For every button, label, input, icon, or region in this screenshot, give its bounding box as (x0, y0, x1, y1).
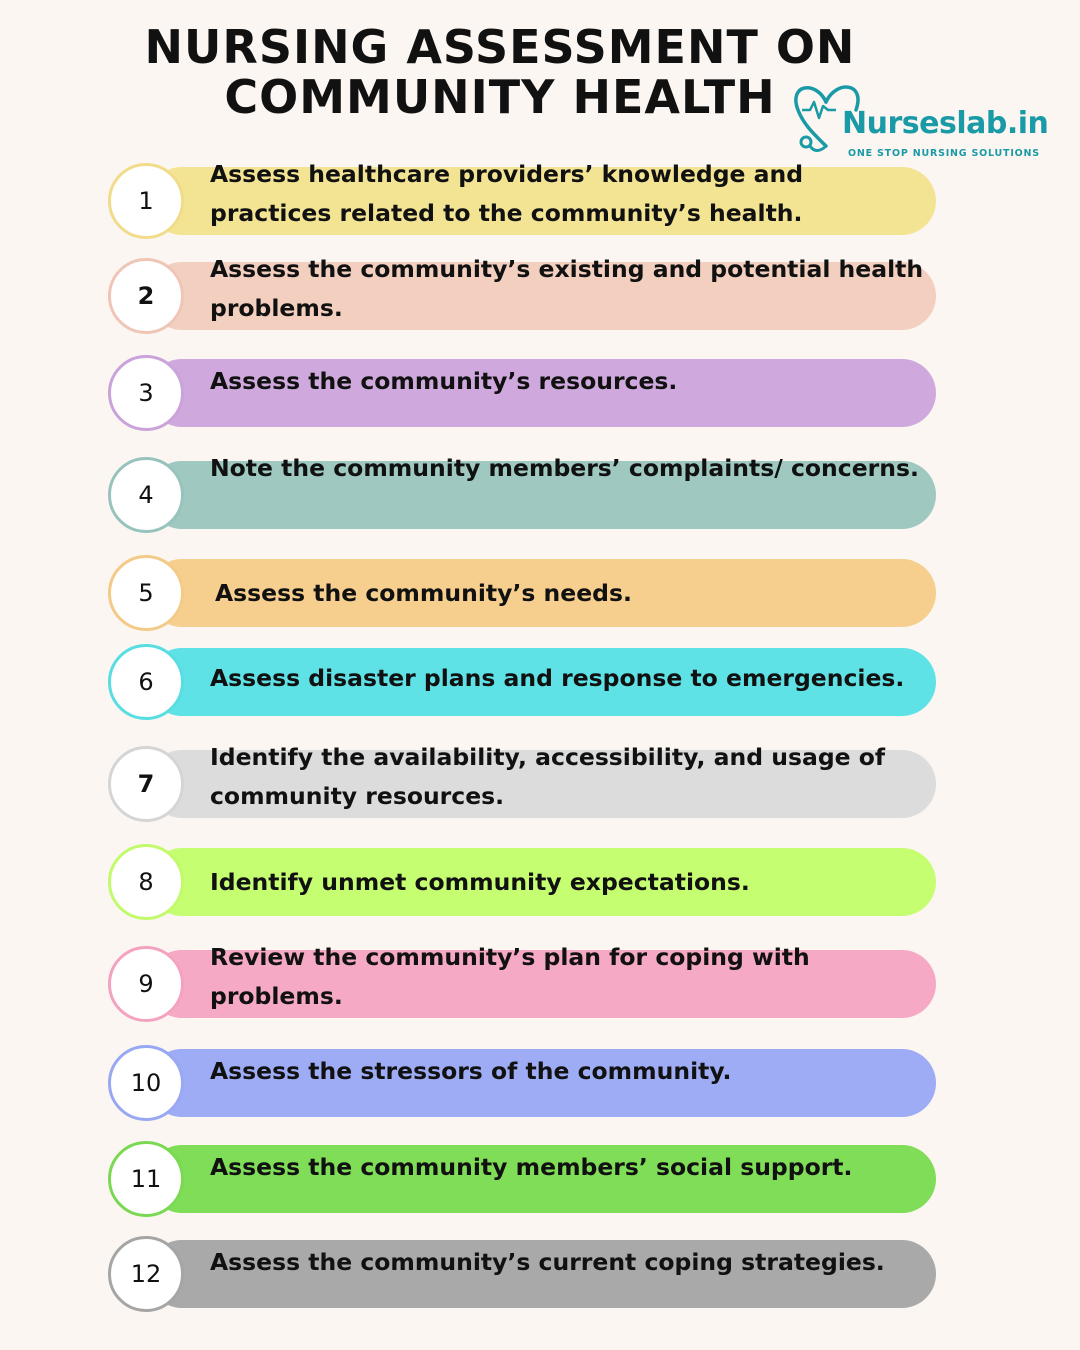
list-item (108, 943, 938, 1022)
list-item (108, 355, 938, 431)
item-text: Assess healthcare providers’ knowledge and practices related to the community’s health. (210, 160, 804, 227)
item-text: Assess the community’s existing and potential health problems. (210, 255, 924, 322)
list-item (108, 1045, 938, 1121)
item-text: Assess the community members’ social support. (210, 1153, 853, 1181)
item-text: Assess the community’s current coping strategies. (210, 1248, 885, 1276)
item-number: 3 (108, 355, 184, 431)
item-text: Identify unmet community expectations. (210, 867, 750, 896)
item-number: 5 (108, 555, 184, 631)
item-text: Assess the community’s resources. (210, 367, 678, 395)
list-item (108, 555, 938, 631)
list-item (108, 743, 938, 822)
list-item (108, 1141, 938, 1217)
item-text: Assess the community’s needs. (215, 578, 632, 607)
item-number: 9 (108, 946, 184, 1022)
item-number: 7 (108, 746, 184, 822)
list-item (108, 644, 938, 720)
title-line-1: NURSING ASSESSMENT ON (144, 20, 856, 74)
logo-name: Nurseslab.in (842, 106, 1049, 141)
item-text: Note the community members’ complaints/ concerns. (210, 454, 919, 482)
logo-tagline: ONE STOP NURSING SOLUTIONS (848, 148, 1040, 159)
list-item (108, 160, 938, 239)
item-text: Review the community’s plan for coping with problems. (210, 943, 810, 1010)
list-item (108, 255, 938, 334)
list-item (108, 454, 938, 533)
page-title (130, 22, 870, 122)
item-number: 11 (108, 1141, 184, 1217)
item-number: 8 (108, 844, 184, 920)
item-number: 4 (108, 457, 184, 533)
item-text: Assess the stressors of the community. (210, 1057, 732, 1085)
nurseslab-logo (792, 76, 1052, 166)
item-text: Assess disaster plans and response to emergencies. (210, 663, 905, 692)
item-number: 1 (108, 163, 184, 239)
item-number: 10 (108, 1045, 184, 1121)
list-item (108, 1236, 938, 1312)
item-number: 12 (108, 1236, 184, 1312)
title-line-2: COMMUNITY HEALTH (224, 70, 776, 124)
item-number: 6 (108, 644, 184, 720)
item-number: 2 (108, 258, 184, 334)
list-item (108, 844, 938, 920)
item-text: Identify the availability, accessibility, and usage of community resources. (210, 743, 886, 810)
